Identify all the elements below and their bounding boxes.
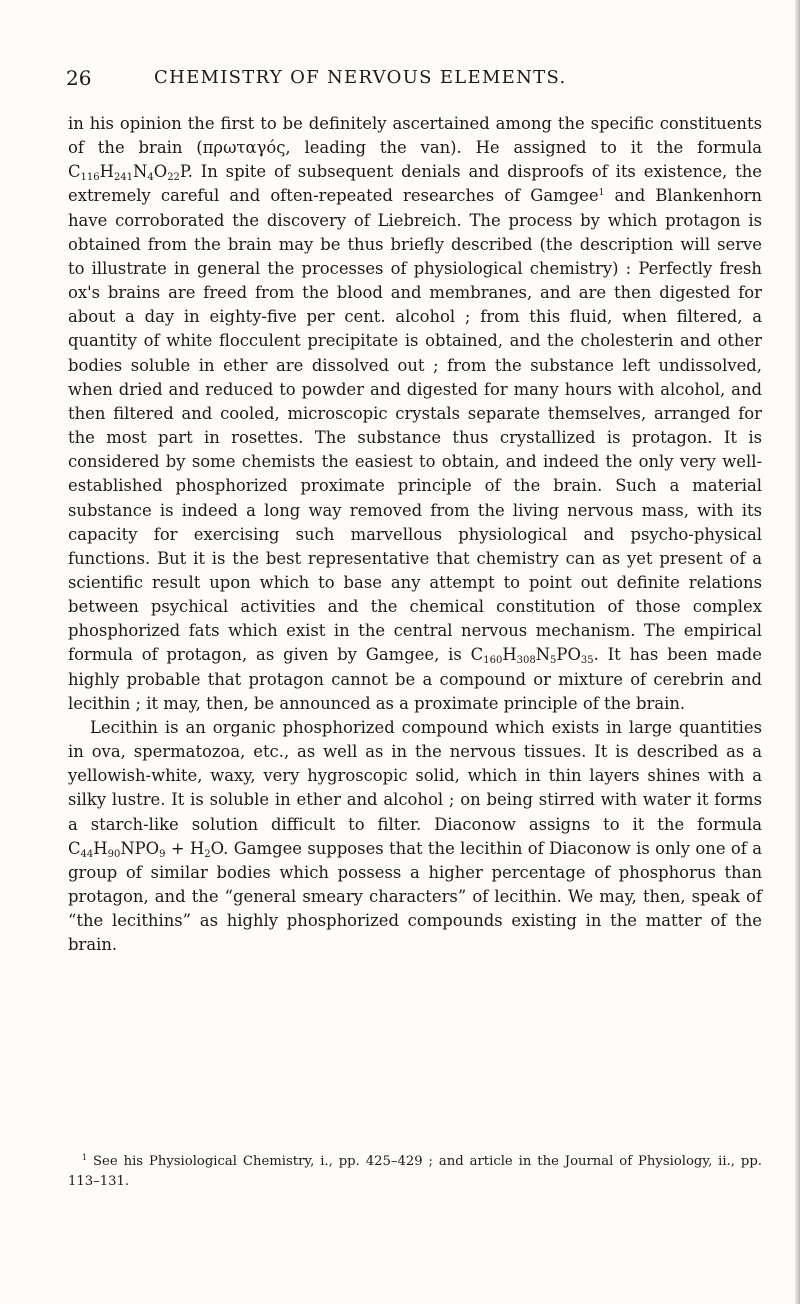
paragraph-lecithin: Lecithin is an organic phosphorized compound which exists in large quantities in ova, spermatozoa, etc., as well as in the nervous tissues. It is described as a yellowish-white, waxy, very hygroscopic solid, which in thin layers shines with a silky lustre. It is soluble in ether and alcohol ; on being stirred with water it forms a starch-like solution difficult to filter. Diaconow assigns to it the formula $C_{44}H_{90}NPO_9 + H_2O$. Gamgee supposes that the lecithin of Diaconow is only one of a group of similar bodies which possess a higher percentage of phosphorus than protagon, and the “general smeary characters” of lecithin. We may, then, speak of “the lecithins” as highly phosphorized compounds existing in the matter of the brain. [68, 717, 762, 955]
footnote-marker: 1 [82, 1153, 88, 1162]
footnote-text: See his Physiological Chemistry, i., pp. 425–429 ; and article in the Journal of Physiology, ii., pp. 113–131. [68, 1154, 762, 1189]
page-number: 26 [66, 66, 92, 90]
page-header [66, 66, 760, 90]
paragraph-protagon: in his opinion the first to be definitely ascertained among the specific constituents of the brain (πρωταγός, leading the van). He assigned to it the formula $C_{116}H_{241}N_4O_{22}P$. In spite of subsequent denials and disproofs of its existence, the extremely careful and often-repeated researches of Gamgee$^1$ and Blankenhorn have corroborated the discovery of Liebreich. The process by which protagon is obtained from the brain may be thus briefly described (the description will serve to illustrate in general the processes of physiological chemistry) : Perfectly fresh ox's brains are freed from the blood and membranes, and are then digested for about a day in eighty-five per cent. alcohol ; from this fluid, when filtered, a quantity of white flocculent precipitate is obtained, and the cholesterin and other bodies soluble in ether are dissolved out ; from the substance left undissolved, when dried and reduced to powder and digested for many hours with alcohol, and then filtered and cooled, microscopic crystals separate themselves, arranged for the most part in rosettes. The substance thus crystallized is protagon. It is considered by some chemists the easiest to obtain, and indeed the only very well-established phosphorized proximate principle of the brain. Such a material substance is indeed a long way removed from the living nervous mass, with its capacity for exercising such marvellous physiological and psycho-physical functions. But it is the best representative that chemistry can as yet present of a scientific result upon which to base any attempt to point out definite relations between psychical activities and the chemical constitution of those complex phosphorized fats which exist in the central nervous mechanism. The empirical formula of protagon, as given by Gamgee, is $C_{160}H_{308}N_5PO_{35}$. It has been made highly probable that protagon cannot be a compound or mixture of cerebrin and lecithin ; it may, then, be announced as a proximate principle of the brain. [68, 114, 762, 713]
footnote [68, 1152, 762, 1191]
body-text [68, 112, 762, 957]
running-title: CHEMISTRY OF NERVOUS ELEMENTS. [154, 67, 567, 88]
greek-word: πρωταγός [202, 138, 286, 158]
page-edge-shadow [794, 0, 800, 1304]
footnote-reference: 1 [598, 188, 605, 199]
